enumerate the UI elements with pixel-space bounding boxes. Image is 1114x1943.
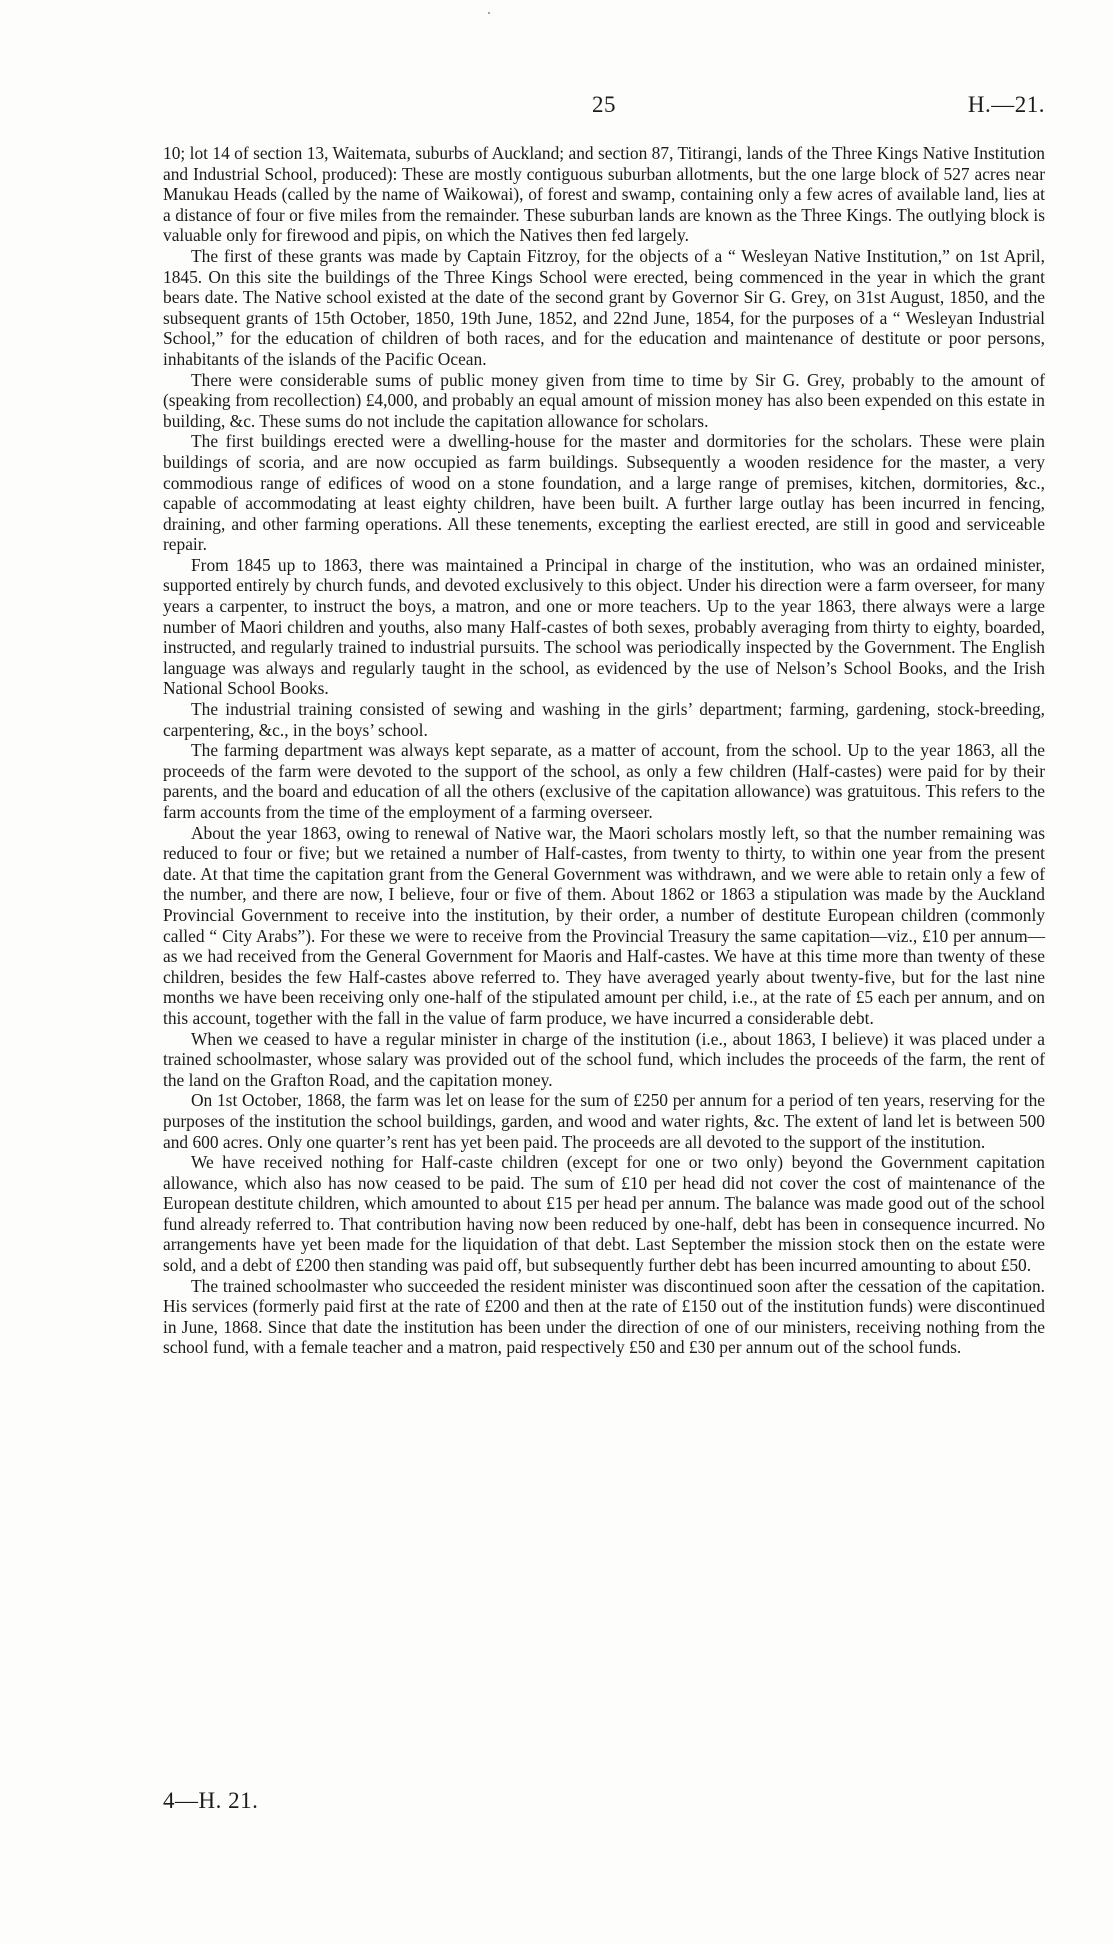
scan-speck [488, 12, 490, 14]
paragraph-12: The trained schoolmaster who succeeded the resident minister was discontinued soon after the cessation of the capitation. His services (formerly paid first at the rate of £200 and then at the rate of £150 out of the institution funds) were discontinued in June, 1868. Since that date the institution has been under the direction of one of our ministers, receiving nothing from the school fund, with a female teacher and a matron, paid respectively £50 and £30 per annum out of the school funds. [163, 1275, 1045, 1358]
paragraph-8: About the year 1863, owing to renewal of Native war, the Maori scholars mostly left, so that the number remaining was reduced to four or five; but we retained a number of Half-castes, from twenty to thirty, to within one year from the present date. At that time the capitation grant from the General Government was withdrawn, and we were able to retain only a few of the number, and there are now, I believe, four or five of them. About 1862 or 1863 a stipulation was made by the Auckland Provincial Government to receive into the institution, by their order, a number of destitute European children (commonly called “ City Arabs”). For these we were to receive from the Provincial Treasury the same capitation—viz., £10 per annum—as we had received from the General Government for Maoris and Half-castes. We have at this time more than twenty of these children, besides the few Half-castes above referred to. They have averaged yearly about twenty-five, but for the last nine months we have been receiving only one-half of the stipulated amount per child, i.e., at the rate of £5 each per annum, and on this account, together with the fall in the value of farm produce, we have incurred a considerable debt. [163, 822, 1045, 1028]
paragraph-1: 10; lot 14 of section 13, Waitemata, suburbs of Auckland; and section 87, Titirangi, lands of the Three Kings Native Institution and Industrial School, produced): These are mostly contiguous suburban allotments, but the one large block of 527 acres near Manukau Heads (called by the name of Waikowai), of forest and swamp, containing only a few acres of available land, lies at a distance of four or five miles from the remainder. These suburban lands are known as the Three Kings. The outlying block is valuable only for firewood and pipis, on which the Natives then fed largely. [163, 143, 1045, 246]
paragraph-3: There were considerable sums of public money given from time to time by Sir G. Grey, probably to the amount of (speaking from recollection) £4,000, and probably an equal amount of mission money has also been expended on this estate in building, &c. These sums do not include the capitation allowance for scholars. [163, 369, 1045, 431]
paragraph-9: When we ceased to have a regular minister in charge of the institution (i.e., about 1863, I believe) it was placed under a trained schoolmaster, whose salary was provided out of the school fund, which includes the proceeds of the farm, the rent of the land on the Grafton Road, and the capitation money. [163, 1028, 1045, 1090]
document-reference: H.—21. [967, 92, 1045, 117]
body-text [163, 143, 1045, 1358]
paragraph-6: The industrial training consisted of sewing and washing in the girls’ department; farming, gardening, stock-breeding, carpentering, &c., in the boys’ school. [163, 699, 1045, 740]
page-header [163, 92, 1045, 126]
page-number: 25 [592, 92, 616, 117]
paragraph-10: On 1st October, 1868, the farm was let on lease for the sum of £250 per annum for a period of ten years, reserving for the purposes of the institution the school buildings, garden, and wood and water rights, &c. The extent of land let is between 500 and 600 acres. Only one quarter’s rent has yet been paid. The proceeds are all devoted to the support of the institution. [163, 1090, 1045, 1152]
paragraph-7: The farming department was always kept separate, as a matter of account, from the school. Up to the year 1863, all the proceeds of the farm were devoted to the support of the school, as only a few children (Half-castes) were paid for by their parents, and the board and education of all the others (exclusive of the capitation allowance) was gratuitous. This refers to the farm accounts from the time of the employment of a farming overseer. [163, 740, 1045, 822]
paragraph-11: We have received nothing for Half-caste children (except for one or two only) beyond the Government capitation allowance, which also has now ceased to be paid. The sum of £10 per head did not cover the cost of maintenance of the European destitute children, which amounted to about £15 per head per annum. The balance was made good out of the school fund already referred to. That contribution having now been reduced by one-half, debt has been in consequence incurred. No arrangements have yet been made for the liquidation of that debt. Last September the mission stock then on the estate were sold, and a debt of £200 then standing was paid off, but subsequently further debt has been incurred amounting to about £50. [163, 1152, 1045, 1276]
paragraph-5: From 1845 up to 1863, there was maintained a Principal in charge of the institution, who was an ordained minister, supported entirely by church funds, and devoted exclusively to this object. Under his direction were a farm overseer, for many years a carpenter, to instruct the boys, a matron, and one or more teachers. Up to the year 1863, there always were a large number of Maori children and youths, also many Half-castes of both sexes, probably averaging from thirty to eighty, boarded, instructed, and regularly trained to industrial pursuits. The school was periodically inspected by the Government. The English language was always and regularly taught in the school, as evidenced by the use of Nelson’s School Books, and the Irish National School Books. [163, 554, 1045, 699]
paragraph-2: The first of these grants was made by Captain Fitzroy, for the objects of a “ Wesleyan Native Institution,” on 1st April, 1845. On this site the buildings of the Three Kings School were erected, being commenced in the year in which the grant bears date. The Native school existed at the date of the second grant by Governor Sir G. Grey, on 31st August, 1850, and the subsequent grants of 15th October, 1850, 19th June, 1852, and 22nd June, 1854, for the purposes of a “ Wesleyan Industrial School,” for the education of children of both races, and for the education and maintenance of destitute or poor persons, inhabitants of the islands of the Pacific Ocean. [163, 245, 1045, 369]
signature-mark: 4—H. 21. [163, 1788, 259, 1813]
paragraph-4: The first buildings erected were a dwelling-house for the master and dormitories for the scholars. These were plain buildings of scoria, and are now occupied as farm buildings. Subsequently a wooden residence for the master, a very commodious range of edifices of wood on a stone foundation, and a large range of premises, kitchen, dormitories, &c., capable of accommodating at least eighty children, have been built. A further large outlay has been incurred in fencing, draining, and other farming operations. All these tenements, excepting the earliest erected, are still in good and serviceable repair. [163, 431, 1045, 555]
